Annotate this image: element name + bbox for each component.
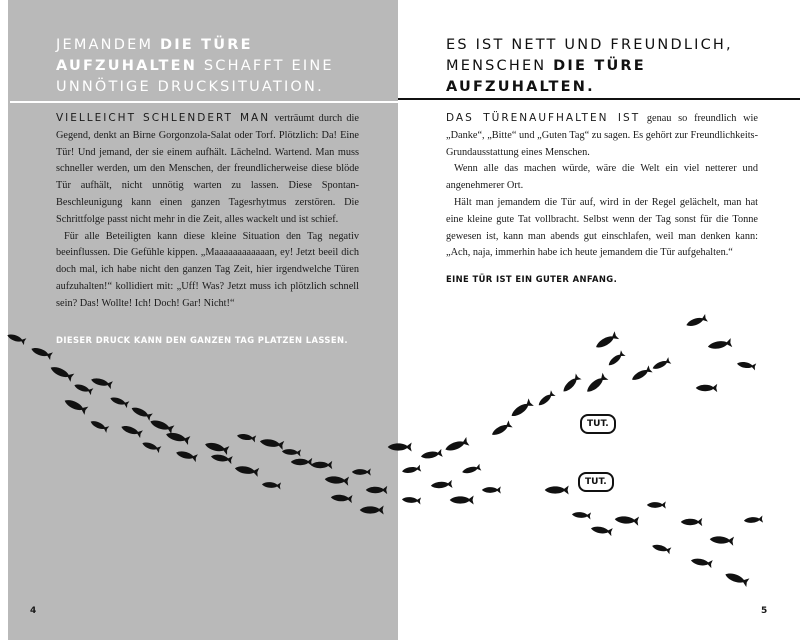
- right-para1-text: genau so freundlich wie „Danke“, „Bitte“ und „Guten Tag“ zu sagen. Es gehört zur Freundlichkeits-Grundausstattung eines Menschen.: [446, 113, 758, 158]
- left-divider: [10, 101, 398, 103]
- left-paragraph-2: Für alle Beteiligten kann diese kleine Situation den Tag negativ beeinflussen. Die Gefühle kippen. „Maaaaaaaaaaaan, ey! Jetzt beeil dich doch mal, ich habe nicht den ganzen Tag Zeit, hier irgendwelche Türen aufzuhalten!“ kollidiert mit: „Uff! Was? Jetzt muss ich plötzlich schnell sein? Das! Wollte! Ich! Doch! Gar! Nicht!“: [56, 230, 359, 309]
- left-lead: VIELLEICHT SCHLENDERT MAN: [56, 112, 271, 124]
- left-headline-post: SCHAFFT EINE UNNÖTIGE DRUCKSITUATION.: [56, 58, 334, 95]
- right-headline: [446, 35, 766, 98]
- right-paragraph-1: [446, 110, 758, 161]
- left-callout: DIESER DRUCK KANN DEN GANZEN TAG PLATZEN LASSEN.: [56, 335, 348, 345]
- speech-bubble-1: TUT.: [580, 414, 616, 434]
- right-paragraph-2: Wenn alle das machen würde, wäre die Welt ein viel netterer und angenehmerer Ort.: [446, 163, 758, 192]
- left-headline-pre: JEMANDEM: [56, 37, 160, 53]
- right-callout: EINE TÜR IST EIN GUTER ANFANG.: [446, 274, 618, 284]
- right-body: [446, 110, 758, 262]
- right-divider: [398, 98, 800, 100]
- page-number-right: 5: [761, 606, 768, 616]
- speech-bubble-2: TUT.: [578, 472, 614, 492]
- left-headline: [56, 35, 376, 98]
- right-paragraph-3: Hält man jemandem die Tür auf, wird in der Regel gelächelt, man hat eine kleine gute Tat vollbracht. Selbst wenn der Tag sonst für die Tonne gewesen ist, kann man abends gut einschlafen, weil man denken kann: „Ach, naja, immerhin habe ich heute jemandem die Tür aufgehalten.“: [446, 196, 758, 259]
- right-headline-pre: ES IST NETT UND FREUNDLICH, MENSCHEN: [446, 37, 733, 74]
- left-body: [56, 110, 359, 313]
- left-para1-text: verträumt durch die Gegend, denkt an Birne Gorgonzola-Salat oder Torf. Plötzlich: Da! Eine Tür! Und jemand, der sie einem aufhält. Lächelnd. Wartend. Man muss schneller werden, um den Menschen, der freundlicherweise diese blöde Tür aufhält, nicht unnötig warten zu lassen. Diese Spontan-Beschleunigung kann einen ganzen Tagesrhytmus zerstören. Die Schrittfolge passt nicht mehr in die Zeit, alles wackelt und ist schief.: [56, 113, 359, 225]
- left-paragraph-1: [56, 110, 359, 229]
- left-headline-bold: DIE TÜRE AUFZUHALTEN: [56, 37, 253, 74]
- right-lead: DAS TÜRENAUFHALTEN IST: [446, 112, 641, 124]
- right-headline-bold: DIE TÜRE AUFZUHALTEN.: [446, 58, 646, 95]
- page-number-left: 4: [30, 606, 37, 616]
